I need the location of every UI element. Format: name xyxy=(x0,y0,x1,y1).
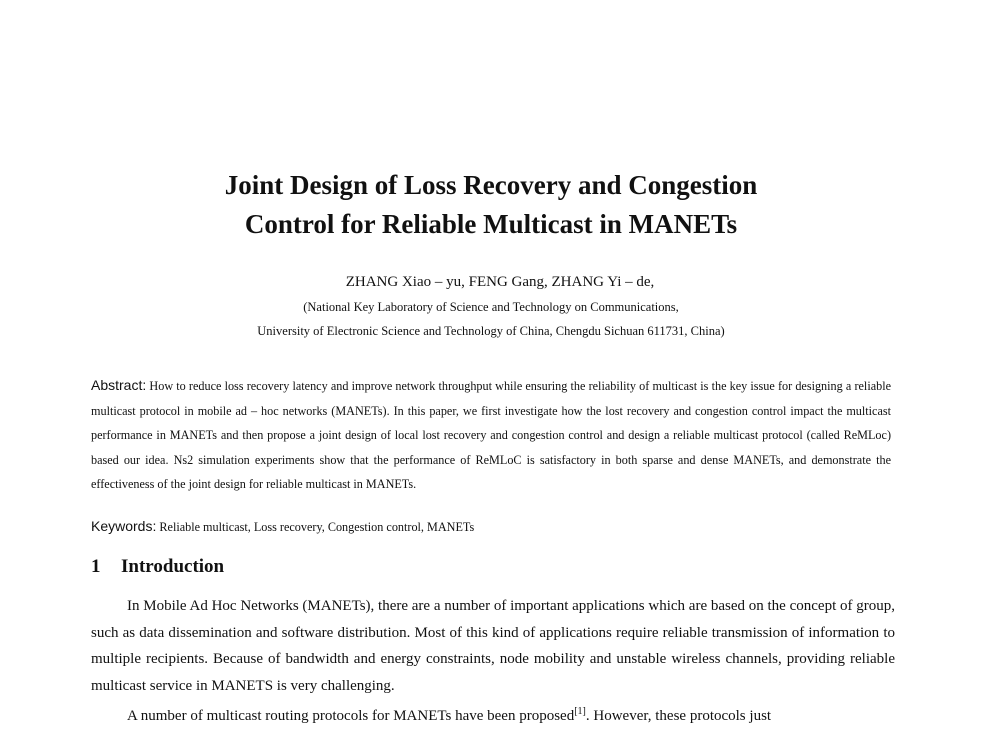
keywords xyxy=(91,518,891,535)
keywords-text: Reliable multicast, Loss recovery, Congestion control, MANETs xyxy=(159,520,475,534)
author-list: ZHANG Xiao – yu, FENG Gang, ZHANG Yi – de, xyxy=(345,274,655,290)
affiliation-line-2: University of Electronic Science and Technology of China, Chengdu Sichuan 611731, China) xyxy=(257,324,725,338)
intro-paragraph-2-start: A number of multicast routing protocols for MANETs have been proposed xyxy=(127,708,575,724)
paper-title xyxy=(0,166,982,244)
affiliation-line-1: (National Key Laboratory of Science and Technology on Communications, xyxy=(303,300,679,314)
section-number: 1 xyxy=(91,556,101,577)
title-line-1: Joint Design of Loss Recovery and Congestion xyxy=(224,170,758,200)
keywords-label: Keywords: xyxy=(91,518,157,534)
abstract-label: Abstract: xyxy=(91,377,147,393)
introduction-body xyxy=(91,593,895,730)
abstract xyxy=(91,373,891,497)
abstract-text: How to reduce loss recovery latency and improve network throughput while ensuring the reliability of multicast is the key issue for designing a reliable multicast protocol in mobile ad – hoc networks (MANETs). In this paper, we first investigate how the lost recovery and congestion control impact the multicast performance in MANETs and then propose a joint design of local lost recovery and congestion control and design a reliable multicast protocol (called ReMLoc) based our idea. Ns2 simulation experiments show that the performance of ReMLoC is satisfactory in both sparse and dense MANETs, and demonstrate the effectiveness of the joint design for reliable multicast in MANETs. xyxy=(91,379,891,491)
intro-paragraph-2-end: . However, these protocols just xyxy=(585,708,772,724)
intro-paragraph-2 xyxy=(91,699,895,730)
intro-paragraph-1: In Mobile Ad Hoc Networks (MANETs), there are a number of important applications which are based on the concept of group, such as data dissemination and software distribution. Most of this kind of applications require reliable transmission of information to multiple recipients. Because of bandwidth and energy constraints, node mobility and unstable wireless channels, providing reliable multicast service in MANETS is very challenging. xyxy=(91,598,895,694)
section-heading xyxy=(91,556,224,578)
section-title: Introduction xyxy=(121,556,225,577)
title-line-2: Control for Reliable Multicast in MANETs xyxy=(244,209,738,239)
citation-1: [1] xyxy=(574,706,586,717)
